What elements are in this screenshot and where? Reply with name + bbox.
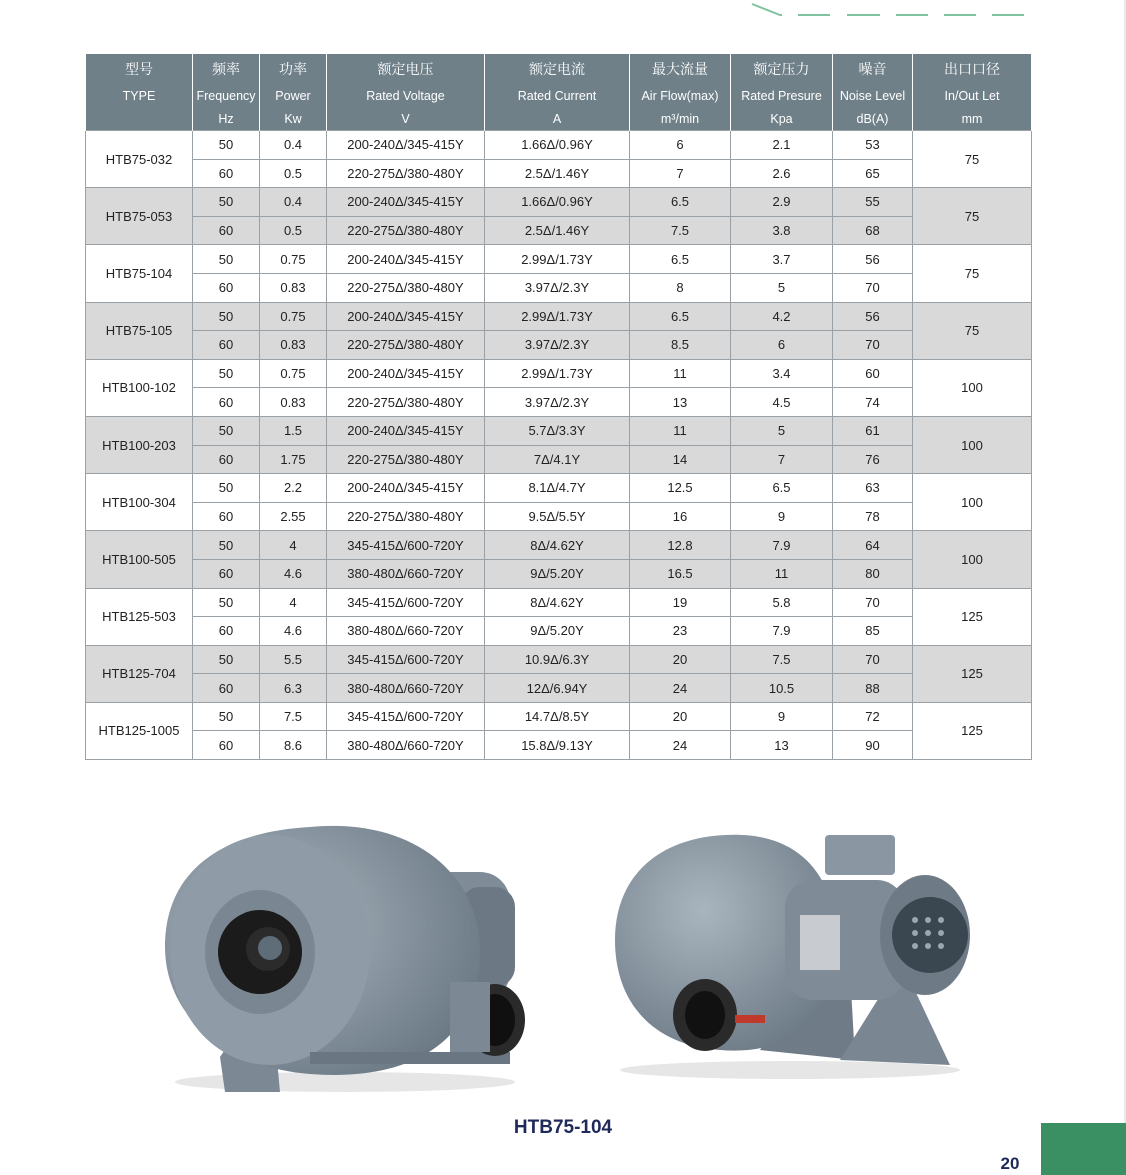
cell-noise: 88	[833, 674, 913, 703]
table-row	[86, 617, 1032, 646]
cell-pressure: 4.5	[731, 388, 833, 417]
cell-power: 0.75	[260, 359, 327, 388]
blower-side-image	[610, 820, 975, 1085]
table-row	[86, 388, 1032, 417]
cell-type: HTB75-032	[86, 131, 193, 188]
cell-noise: 65	[833, 159, 913, 188]
cell-type: HTB75-053	[86, 188, 193, 245]
cell-airflow: 12.8	[630, 531, 731, 560]
cell-noise: 56	[833, 302, 913, 331]
cell-noise: 72	[833, 702, 913, 731]
cell-noise: 53	[833, 131, 913, 160]
header-en-noise: Noise Level	[833, 84, 913, 108]
cell-type: HTB75-105	[86, 302, 193, 359]
cell-current: 5.7Δ/3.3Y	[485, 416, 630, 445]
table-row	[86, 731, 1032, 760]
table-row	[86, 702, 1032, 731]
cell-airflow: 16.5	[630, 559, 731, 588]
cell-power: 2.2	[260, 474, 327, 503]
cell-pressure: 2.1	[731, 131, 833, 160]
cell-airflow: 8	[630, 273, 731, 302]
cell-airflow: 19	[630, 588, 731, 617]
cell-current: 1.66Δ/0.96Y	[485, 131, 630, 160]
cell-pressure: 3.7	[731, 245, 833, 274]
cell-frequency: 60	[193, 559, 260, 588]
cell-voltage: 200-240Δ/345-415Y	[327, 474, 485, 503]
cell-noise: 70	[833, 331, 913, 360]
cell-noise: 63	[833, 474, 913, 503]
cell-power: 4	[260, 531, 327, 560]
cell-airflow: 6	[630, 131, 731, 160]
model-group	[86, 359, 1032, 416]
cell-noise: 80	[833, 559, 913, 588]
cell-power: 0.75	[260, 302, 327, 331]
cell-current: 2.99Δ/1.73Y	[485, 359, 630, 388]
unit-voltage: V	[327, 108, 485, 131]
cell-voltage: 200-240Δ/345-415Y	[327, 302, 485, 331]
header-en-current: Rated Current	[485, 84, 630, 108]
cell-pressure: 11	[731, 559, 833, 588]
cell-pressure: 3.4	[731, 359, 833, 388]
cell-voltage: 220-275Δ/380-480Y	[327, 388, 485, 417]
cell-voltage: 380-480Δ/660-720Y	[327, 617, 485, 646]
header-row-cn	[86, 54, 1032, 84]
cell-frequency: 50	[193, 245, 260, 274]
cell-current: 2.5Δ/1.46Y	[485, 159, 630, 188]
cell-pressure: 7.9	[731, 531, 833, 560]
cell-voltage: 200-240Δ/345-415Y	[327, 131, 485, 160]
model-group	[86, 645, 1032, 702]
table-row	[86, 559, 1032, 588]
cell-pressure: 2.6	[731, 159, 833, 188]
cell-frequency: 50	[193, 531, 260, 560]
cell-power: 0.83	[260, 331, 327, 360]
cell-pressure: 3.8	[731, 216, 833, 245]
cell-voltage: 200-240Δ/345-415Y	[327, 245, 485, 274]
header-en-power: Power	[260, 84, 327, 108]
table-row	[86, 474, 1032, 503]
cell-noise: 61	[833, 416, 913, 445]
cell-outlet: 125	[913, 588, 1032, 645]
header-cn-power: 功率	[260, 54, 327, 84]
cell-voltage: 380-480Δ/660-720Y	[327, 559, 485, 588]
cell-type: HTB100-102	[86, 359, 193, 416]
table-row	[86, 216, 1032, 245]
blower-photo-front	[160, 812, 530, 1102]
cell-pressure: 7.9	[731, 617, 833, 646]
unit-airflow: m³/min	[630, 108, 731, 131]
cell-voltage: 380-480Δ/660-720Y	[327, 731, 485, 760]
cell-type: HTB125-1005	[86, 702, 193, 759]
cell-current: 8.1Δ/4.7Y	[485, 474, 630, 503]
header-cn-outlet: 出口口径	[913, 54, 1032, 84]
cell-airflow: 12.5	[630, 474, 731, 503]
product-caption: HTB75-104	[513, 1117, 613, 1138]
cell-power: 4.6	[260, 617, 327, 646]
cell-voltage: 380-480Δ/660-720Y	[327, 674, 485, 703]
table-row	[86, 188, 1032, 217]
table-row	[86, 445, 1032, 474]
cell-power: 0.5	[260, 159, 327, 188]
cell-voltage: 200-240Δ/345-415Y	[327, 188, 485, 217]
cell-voltage: 345-415Δ/600-720Y	[327, 588, 485, 617]
cell-voltage: 200-240Δ/345-415Y	[327, 359, 485, 388]
header-en-outlet: In/Out Let	[913, 84, 1032, 108]
cell-outlet: 75	[913, 245, 1032, 302]
cell-frequency: 50	[193, 188, 260, 217]
cell-power: 4	[260, 588, 327, 617]
table-row	[86, 131, 1032, 160]
cell-airflow: 7	[630, 159, 731, 188]
model-group	[86, 416, 1032, 473]
cell-current: 9Δ/5.20Y	[485, 617, 630, 646]
model-group	[86, 188, 1032, 245]
cell-type: HTB75-104	[86, 245, 193, 302]
cell-outlet: 75	[913, 188, 1032, 245]
cell-voltage: 345-415Δ/600-720Y	[327, 702, 485, 731]
cell-noise: 64	[833, 531, 913, 560]
spec-table	[85, 54, 1032, 760]
cell-noise: 70	[833, 645, 913, 674]
cell-noise: 56	[833, 245, 913, 274]
cell-current: 2.5Δ/1.46Y	[485, 216, 630, 245]
cell-airflow: 6.5	[630, 302, 731, 331]
cell-voltage: 220-275Δ/380-480Y	[327, 331, 485, 360]
cell-power: 0.83	[260, 273, 327, 302]
cell-power: 0.75	[260, 245, 327, 274]
cell-airflow: 11	[630, 359, 731, 388]
cell-outlet: 100	[913, 416, 1032, 473]
cell-noise: 68	[833, 216, 913, 245]
cell-frequency: 60	[193, 388, 260, 417]
cell-current: 3.97Δ/2.3Y	[485, 273, 630, 302]
header-row-units	[86, 108, 1032, 131]
cell-power: 1.5	[260, 416, 327, 445]
cell-frequency: 60	[193, 617, 260, 646]
cell-pressure: 6.5	[731, 474, 833, 503]
cell-airflow: 23	[630, 617, 731, 646]
header-cn-frequency: 频率	[193, 54, 260, 84]
cell-frequency: 50	[193, 302, 260, 331]
unit-frequency: Hz	[193, 108, 260, 131]
cell-current: 3.97Δ/2.3Y	[485, 388, 630, 417]
cell-power: 6.3	[260, 674, 327, 703]
cell-outlet: 100	[913, 531, 1032, 588]
cell-pressure: 7	[731, 445, 833, 474]
header-cn-voltage: 额定电压	[327, 54, 485, 84]
decorative-dashed-line	[0, 0, 1126, 30]
cell-frequency: 50	[193, 131, 260, 160]
cell-current: 3.97Δ/2.3Y	[485, 331, 630, 360]
header-cn-current: 额定电流	[485, 54, 630, 84]
unit-power: Kw	[260, 108, 327, 131]
cell-voltage: 220-275Δ/380-480Y	[327, 159, 485, 188]
page-number: 20	[1000, 1154, 1020, 1173]
cell-pressure: 13	[731, 731, 833, 760]
cell-type: HTB100-304	[86, 474, 193, 531]
header-cn-noise: 噪音	[833, 54, 913, 84]
cell-voltage: 345-415Δ/600-720Y	[327, 531, 485, 560]
cell-current: 7Δ/4.1Y	[485, 445, 630, 474]
header-row-en	[86, 84, 1032, 108]
cell-frequency: 60	[193, 216, 260, 245]
header-en-voltage: Rated Voltage	[327, 84, 485, 108]
cell-current: 8Δ/4.62Y	[485, 588, 630, 617]
cell-power: 5.5	[260, 645, 327, 674]
header-en-pressure: Rated Presure	[731, 84, 833, 108]
cell-pressure: 5.8	[731, 588, 833, 617]
cell-current: 15.8Δ/9.13Y	[485, 731, 630, 760]
cell-airflow: 6.5	[630, 188, 731, 217]
cell-current: 8Δ/4.62Y	[485, 531, 630, 560]
cell-type: HTB125-704	[86, 645, 193, 702]
header-en-type: TYPE	[86, 84, 193, 108]
cell-voltage: 220-275Δ/380-480Y	[327, 216, 485, 245]
cell-frequency: 60	[193, 502, 260, 531]
cell-noise: 76	[833, 445, 913, 474]
cell-current: 10.9Δ/6.3Y	[485, 645, 630, 674]
header-cn-airflow: 最大流量	[630, 54, 731, 84]
blower-front-image	[160, 812, 530, 1097]
cell-frequency: 50	[193, 359, 260, 388]
model-group	[86, 131, 1032, 188]
cell-voltage: 220-275Δ/380-480Y	[327, 445, 485, 474]
cell-noise: 70	[833, 588, 913, 617]
cell-current: 9Δ/5.20Y	[485, 559, 630, 588]
cell-noise: 90	[833, 731, 913, 760]
cell-outlet: 75	[913, 131, 1032, 188]
cell-pressure: 9	[731, 502, 833, 531]
cell-airflow: 8.5	[630, 331, 731, 360]
cell-power: 0.4	[260, 131, 327, 160]
unit-pressure: Kpa	[731, 108, 833, 131]
table-row	[86, 359, 1032, 388]
cell-airflow: 20	[630, 702, 731, 731]
cell-pressure: 5	[731, 416, 833, 445]
cell-voltage: 220-275Δ/380-480Y	[327, 502, 485, 531]
cell-power: 7.5	[260, 702, 327, 731]
header-cn-pressure: 额定压力	[731, 54, 833, 84]
cell-airflow: 24	[630, 731, 731, 760]
cell-frequency: 60	[193, 674, 260, 703]
cell-outlet: 100	[913, 474, 1032, 531]
table-row	[86, 245, 1032, 274]
cell-current: 2.99Δ/1.73Y	[485, 245, 630, 274]
cell-frequency: 60	[193, 331, 260, 360]
cell-power: 4.6	[260, 559, 327, 588]
model-group	[86, 588, 1032, 645]
table-row	[86, 416, 1032, 445]
cell-outlet: 125	[913, 645, 1032, 702]
cell-airflow: 6.5	[630, 245, 731, 274]
cell-outlet: 125	[913, 702, 1032, 759]
cell-frequency: 50	[193, 702, 260, 731]
cell-type: HTB100-505	[86, 531, 193, 588]
model-group	[86, 302, 1032, 359]
cell-power: 0.4	[260, 188, 327, 217]
unit-type	[86, 108, 193, 131]
cell-airflow: 7.5	[630, 216, 731, 245]
unit-current: A	[485, 108, 630, 131]
model-group	[86, 702, 1032, 759]
blower-photo-side	[610, 820, 975, 1090]
cell-current: 9.5Δ/5.5Y	[485, 502, 630, 531]
unit-outlet: mm	[913, 108, 1032, 131]
cell-voltage: 200-240Δ/345-415Y	[327, 416, 485, 445]
cell-outlet: 100	[913, 359, 1032, 416]
cell-airflow: 20	[630, 645, 731, 674]
table-row	[86, 588, 1032, 617]
cell-noise: 70	[833, 273, 913, 302]
unit-noise: dB(A)	[833, 108, 913, 131]
header-en-frequency: Frequency	[193, 84, 260, 108]
cell-power: 0.83	[260, 388, 327, 417]
cell-current: 2.99Δ/1.73Y	[485, 302, 630, 331]
cell-noise: 60	[833, 359, 913, 388]
table-row	[86, 645, 1032, 674]
cell-pressure: 6	[731, 331, 833, 360]
corner-accent-block	[1041, 1123, 1126, 1175]
cell-frequency: 60	[193, 273, 260, 302]
model-group	[86, 245, 1032, 302]
cell-voltage: 345-415Δ/600-720Y	[327, 645, 485, 674]
model-group	[86, 474, 1032, 531]
cell-power: 8.6	[260, 731, 327, 760]
cell-voltage: 220-275Δ/380-480Y	[327, 273, 485, 302]
table-row	[86, 159, 1032, 188]
cell-current: 1.66Δ/0.96Y	[485, 188, 630, 217]
cell-pressure: 5	[731, 273, 833, 302]
cell-frequency: 50	[193, 474, 260, 503]
cell-frequency: 60	[193, 445, 260, 474]
cell-pressure: 7.5	[731, 645, 833, 674]
cell-outlet: 75	[913, 302, 1032, 359]
cell-airflow: 24	[630, 674, 731, 703]
cell-noise: 55	[833, 188, 913, 217]
cell-type: HTB125-503	[86, 588, 193, 645]
table-row	[86, 531, 1032, 560]
cell-power: 0.5	[260, 216, 327, 245]
cell-frequency: 50	[193, 416, 260, 445]
cell-frequency: 60	[193, 159, 260, 188]
cell-pressure: 9	[731, 702, 833, 731]
table-row	[86, 502, 1032, 531]
header-cn-type: 型号	[86, 54, 193, 84]
cell-current: 14.7Δ/8.5Y	[485, 702, 630, 731]
cell-noise: 85	[833, 617, 913, 646]
header-en-airflow: Air Flow(max)	[630, 84, 731, 108]
cell-power: 1.75	[260, 445, 327, 474]
cell-noise: 78	[833, 502, 913, 531]
cell-pressure: 2.9	[731, 188, 833, 217]
cell-pressure: 4.2	[731, 302, 833, 331]
cell-frequency: 60	[193, 731, 260, 760]
cell-airflow: 11	[630, 416, 731, 445]
cell-type: HTB100-203	[86, 416, 193, 473]
cell-pressure: 10.5	[731, 674, 833, 703]
cell-current: 12Δ/6.94Y	[485, 674, 630, 703]
table-row	[86, 331, 1032, 360]
cell-airflow: 13	[630, 388, 731, 417]
table-row	[86, 273, 1032, 302]
cell-frequency: 50	[193, 588, 260, 617]
cell-airflow: 14	[630, 445, 731, 474]
model-group	[86, 531, 1032, 588]
cell-airflow: 16	[630, 502, 731, 531]
table-row	[86, 302, 1032, 331]
cell-noise: 74	[833, 388, 913, 417]
cell-frequency: 50	[193, 645, 260, 674]
table-row	[86, 674, 1032, 703]
cell-power: 2.55	[260, 502, 327, 531]
